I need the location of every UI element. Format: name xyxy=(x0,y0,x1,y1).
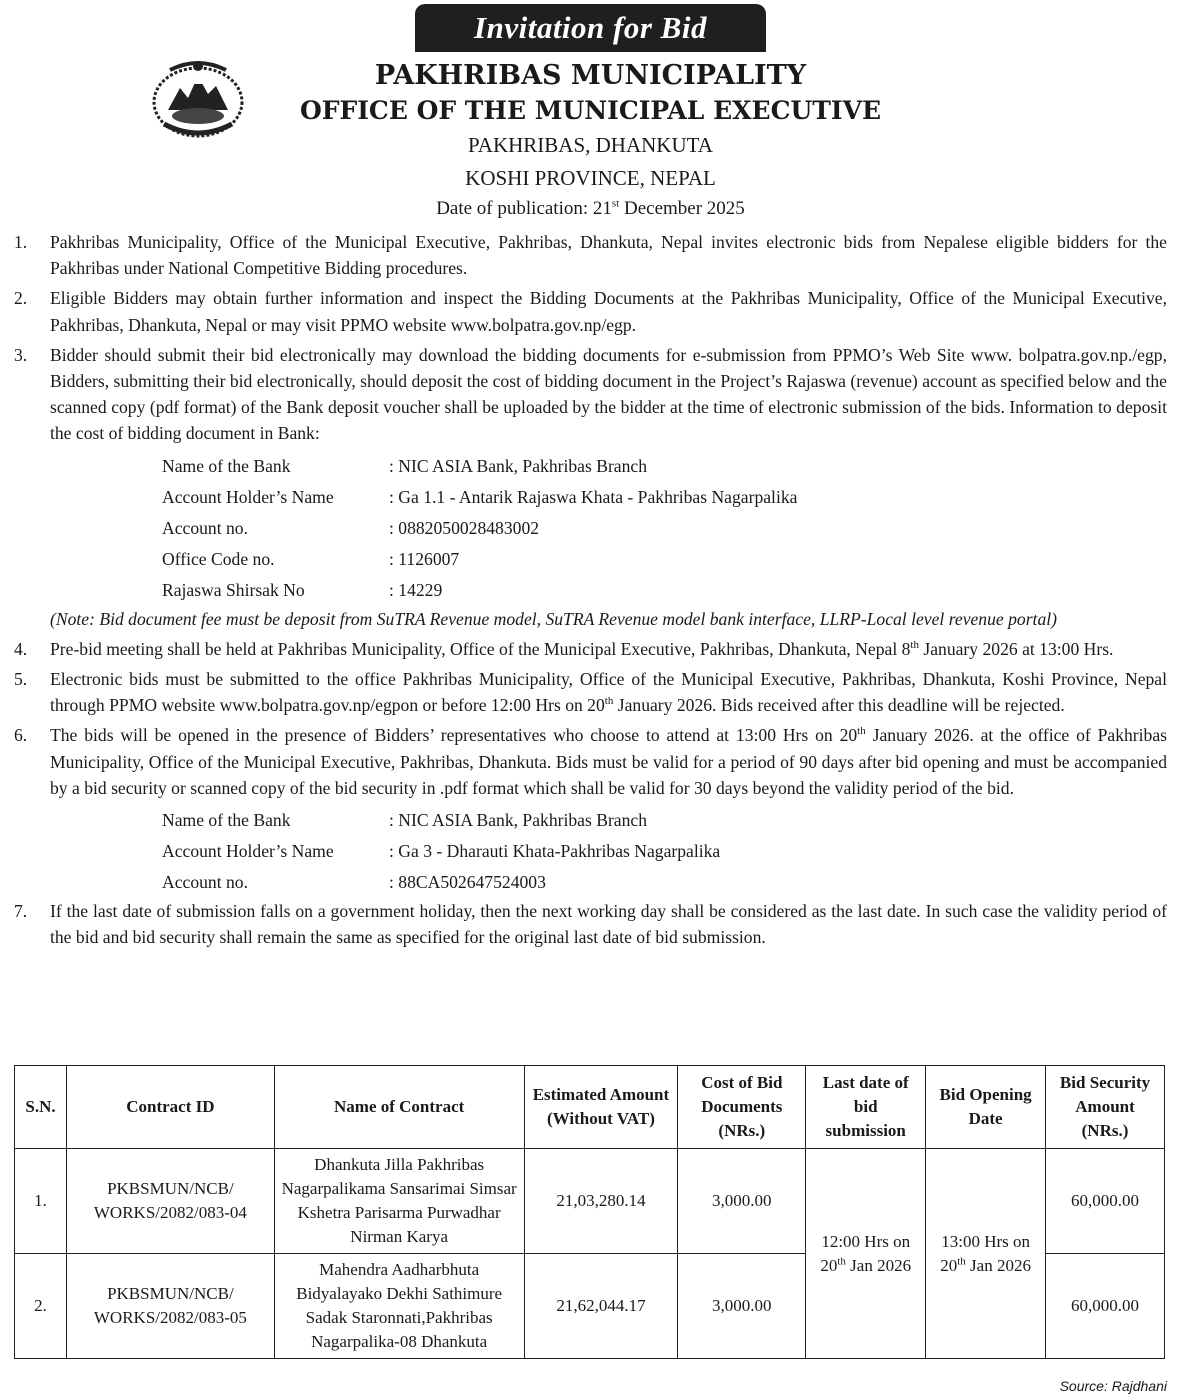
point-1: 1. Pakhribas Municipality, Office of the Municipal Executive, Pakhribas, Dhankuta, Nepal invites electronic bids from Nepalese eligible bidders for the Pakhribas under National Competitive Bidding procedures. xyxy=(14,232,1167,279)
point-4: 4. Pre-bid meeting shall be held at Pakhribas Municipality, Office of the Municipal Executive, Pakhribas, Dhankuta, Nepal 8th January 2026 at 13:00 Hrs. xyxy=(14,638,1114,659)
table-row: 2. PKBSMUN/NCB/ WORKS/2082/083-05 Mahendra Aadharbhuta Bidyalayako Dekhi Sathimure Sadak Staronnati,Pakhribas Nagarpalika-08 Dhankuta 21,62,044.17 3,000.00 60,000.00 xyxy=(15,1254,1165,1359)
fee-note: (Note: Bid document fee must be deposit from SuTRA Revenue model, SuTRA Revenue model bank interface, LLRP-Local level revenue portal) xyxy=(50,608,1057,629)
notice-body xyxy=(14,229,1167,954)
municipality-name: PAKHRIBAS MUNICIPALITY xyxy=(374,60,807,91)
office-province: KOSHI PROVINCE, NEPAL xyxy=(465,166,716,190)
point-3: 3. Bidder should submit their bid electronically may download the bidding documents for e-submission from PPMO’s Web Site www. bolpatra.gov.np./egp, Bidders, submitting their bid electronically, should deposit the cost of bidding document in the Project’s Rajaswa (revenue) account as specified below and the scanned copy (pdf format) of the Bank deposit voucher shall be uploaded by the bidder at the time of electronic submission of the bids. Information to deposit the cost of bidding document in Bank: xyxy=(14,344,1167,444)
table-header-row: S.N. Contract ID Name of Contract Estimated Amount (Without VAT) Cost of Bid Documents (NRs.) Last date of bid submission Bid Opening Date Bid Security Amount (NRs.) xyxy=(15,1066,1165,1149)
invitation-banner: Invitation for Bid xyxy=(415,4,766,52)
revenue-bank-details: Name of the Bank : NIC ASIA Bank, Pakhribas Branch Account Holder’s Name : Ga 1.1 - Antarik Rajaswa Khata - Pakhribas Nagarpalika Account no. : 0882050028483002 Office Code no. : 1126007 Rajaswa Shirsak No : 14229 xyxy=(162,455,798,600)
point-5: 5. Electronic bids must be submitted to the office Pakhribas Municipality, Office of the Municipal Executive, Pakhribas, Dhankuta, Koshi Province, Nepal through PPMO website www.bolpatra.gov.np/egpon or before 12:00 Hrs on 20th January 2026. Bids received after this deadline will be rejected. xyxy=(14,669,1167,716)
security-bank-details: Name of the Bank : NIC ASIA Bank, Pakhribas Branch Account Holder’s Name : Ga 3 - Dharauti Khata-Pakhribas Nagarpalika Account no. : 88CA502647524003 xyxy=(162,810,721,893)
contracts-table xyxy=(14,1065,1165,1359)
point-7: 7. If the last date of submission falls on a government holiday, then the next working day shall be considered as the last date. In such case the validity period of the bid and bid security shall remain the same as specified for the original last date of bid submission. xyxy=(14,901,1167,948)
point-2: 2. Eligible Bidders may obtain further information and inspect the Bidding Documents at the Pakhribas Municipality, Office of the Municipal Executive, Pakhribas, Dhankuta, Nepal or may visit PPMO website www.bolpatra.gov.np/egp. xyxy=(14,288,1167,335)
point-6: 6. The bids will be opened in the presence of Bidders’ representatives who choose to attend at 13:00 Hrs on 20th January 2026. at the office of Pakhribas Municipality, Office of the Municipal Executive, Pakhribas, Dhankuta. Bids must be valid for a period of 90 days after bid opening and must be accompanied by a bid security or scanned copy of the bid security in .pdf format which shall be valid for 30 days beyond the validity period of the bid. xyxy=(14,725,1167,798)
source-credit: Source: Rajdhani xyxy=(1059,1378,1167,1394)
table-row: 1. PKBSMUN/NCB/ WORKS/2082/083-04 Dhankuta Jilla Pakhribas Nagarpalikama Sansarimai Simsar Kshetra Parisarma Purwadhar Nirman Karya 21,03,280.14 3,000.00 12:00 Hrs on 20th Jan 2026 13:00 Hrs on 20th Jan 2026 60,000.00 xyxy=(15,1149,1165,1254)
office-name: OFFICE OF THE MUNICIPAL EXECUTIVE xyxy=(299,96,882,125)
office-location: PAKHRIBAS, DHANKUTA xyxy=(468,133,713,157)
bid-opening-date: 13:00 Hrs on 20th Jan 2026 xyxy=(926,1149,1046,1359)
publication-date: Date of publication: 21st December 2025 xyxy=(436,197,745,219)
last-submission-date: 12:00 Hrs on 20th Jan 2026 xyxy=(806,1149,926,1359)
